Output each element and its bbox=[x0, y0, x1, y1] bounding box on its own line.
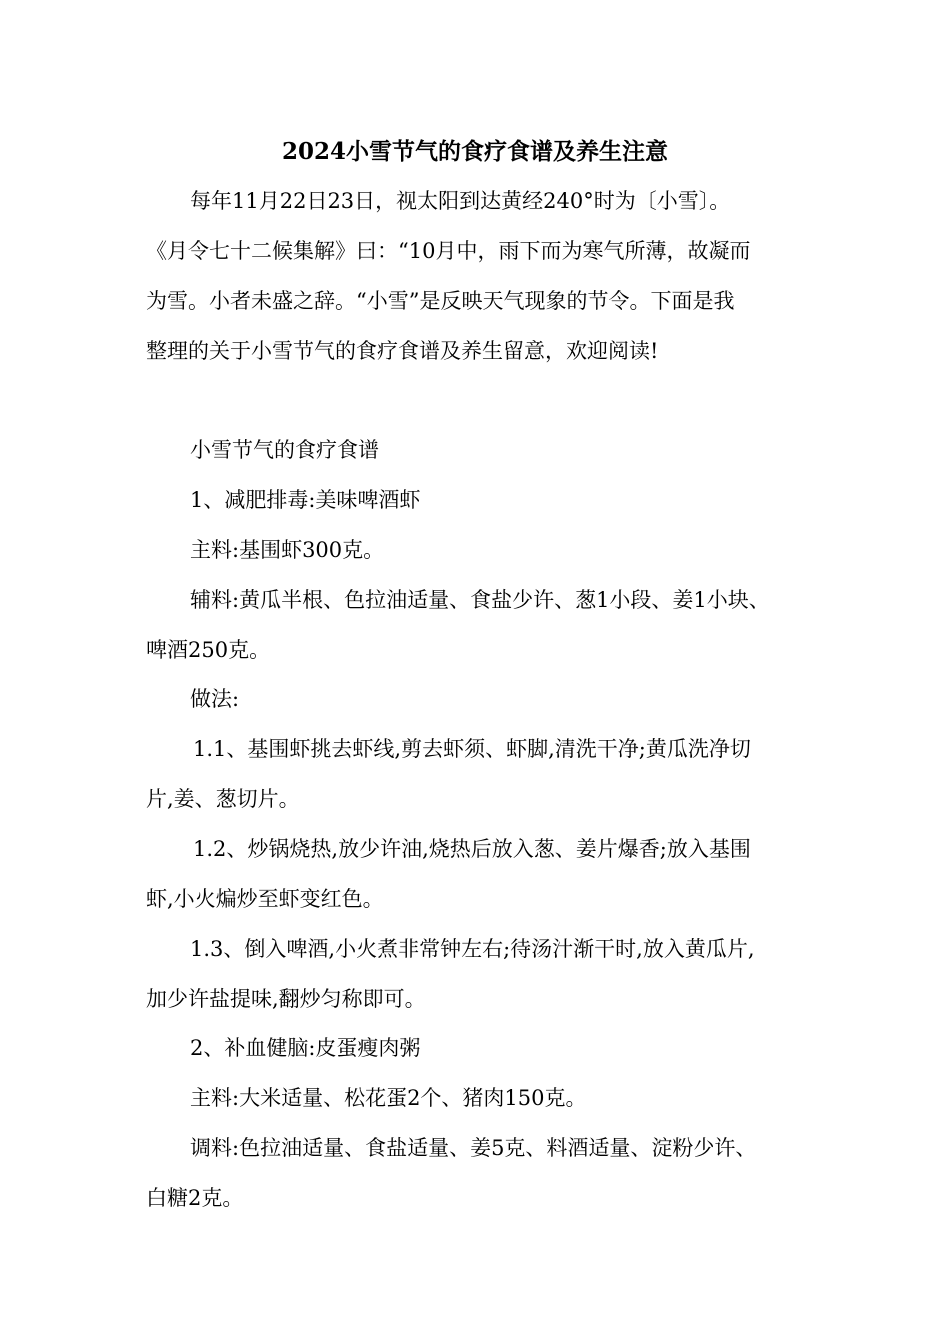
intro-line-1: 每年11月22日23日，视太阳到达黄经240°时为〔小雪〕。 bbox=[190, 189, 731, 213]
intro-line-3: 为雪。小者未盛之辞。“小雪”是反映天气现象的节令。下面是我 bbox=[146, 289, 735, 313]
recipe-1-title: 1、减肥排毒:美味啤酒虾 bbox=[190, 488, 421, 512]
intro-line-4: 整理的关于小雪节气的食疗食谱及养生留意，欢迎阅读! bbox=[146, 339, 659, 363]
recipe-1-step-3-line-2: 加少许盐提味,翻炒匀称即可。 bbox=[146, 987, 426, 1011]
recipe-2-main-ingredients: 主料:大米适量、松花蛋2个、猪肉150克。 bbox=[190, 1086, 587, 1110]
recipe-1-main-ingredients: 主料:基围虾300克。 bbox=[190, 538, 385, 562]
recipe-1-auxiliary-line-2: 啤酒250克。 bbox=[146, 638, 271, 662]
recipe-2-seasoning-line-1: 调料:色拉油适量、食盐适量、姜5克、料酒适量、淀粉少许、 bbox=[190, 1136, 757, 1160]
recipe-1-auxiliary-line-1: 辅料:黄瓜半根、色拉油适量、食盐少许、葱1小段、姜1小块、 bbox=[190, 588, 770, 612]
recipe-2-title: 2、补血健脑:皮蛋瘦肉粥 bbox=[190, 1036, 421, 1060]
section-heading: 小雪节气的食疗食谱 bbox=[190, 438, 379, 462]
recipe-1-step-1-line-2: 片,姜、葱切片。 bbox=[146, 787, 300, 811]
recipe-1-step-2-line-2: 虾,小火煸炒至虾变红色。 bbox=[146, 887, 384, 911]
recipe-1-method-label: 做法: bbox=[190, 687, 240, 711]
recipe-2-seasoning-line-2: 白糖2克。 bbox=[146, 1186, 244, 1210]
recipe-1-step-2-line-1: 1.2、炒锅烧热,放少许油,烧热后放入葱、姜片爆香;放入基围 bbox=[193, 837, 751, 861]
document-title: 2024小雪节气的食疗食谱及养生注意 bbox=[281, 138, 668, 165]
recipe-1-step-1-line-1: 1.1、基围虾挑去虾线,剪去虾须、虾脚,清洗干净;黄瓜洗净切 bbox=[193, 737, 751, 761]
intro-line-2: 《月令七十二候集解》曰：“10月中，雨下而为寒气所薄，故凝而 bbox=[146, 239, 751, 263]
recipe-1-step-3-line-1: 1.3、倒入啤酒,小火煮非常钟左右;待汤汁渐干时,放入黄瓜片, bbox=[190, 937, 755, 961]
